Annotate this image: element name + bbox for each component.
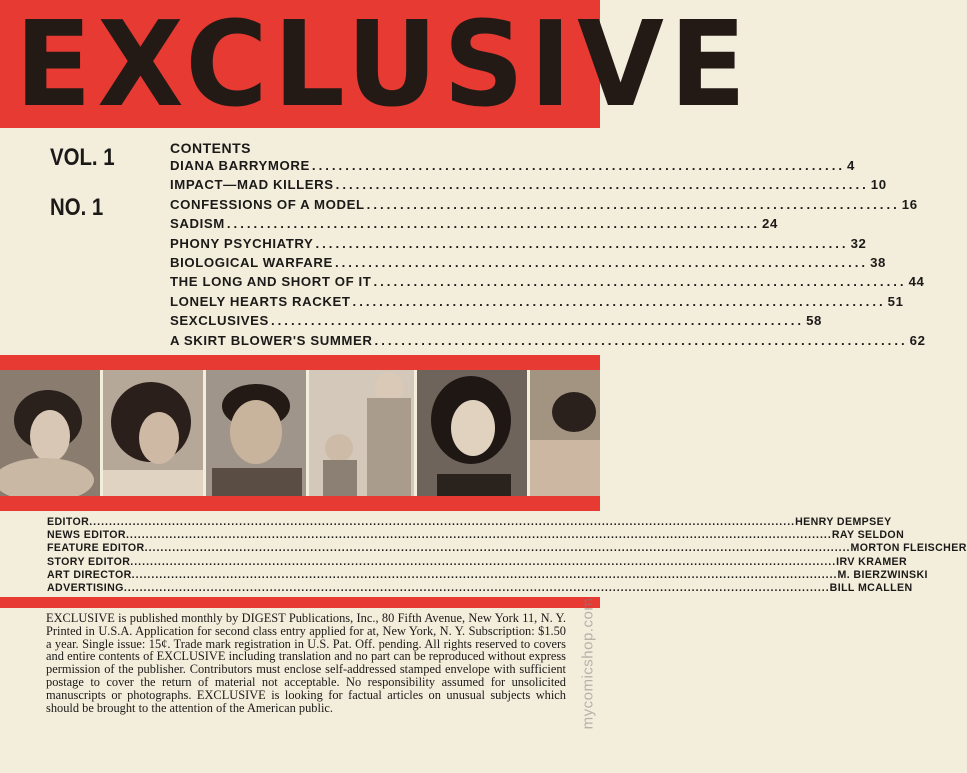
- contents-row: [170, 216, 778, 235]
- contents-row: [170, 332, 926, 352]
- contents-title: A SKIRT BLOWER'S SUMMER: [170, 332, 373, 348]
- contents-row: [170, 177, 887, 196]
- staff-name: BILL MCALLEN: [829, 581, 913, 594]
- staff-row: [47, 542, 967, 555]
- staff-role: FEATURE EDITOR: [47, 542, 145, 555]
- staff-name: MORTON FLEISCHER: [850, 542, 967, 555]
- masthead-staff-list: [47, 516, 967, 595]
- issue-number-label: NO. 1: [50, 194, 104, 221]
- red-band-top: [0, 355, 600, 370]
- photo-woman-crying: [103, 370, 203, 496]
- staff-role: EDITOR: [47, 516, 90, 528]
- contents-heading: CONTENTS: [170, 140, 251, 156]
- publication-notice: EXCLUSIVE is published monthly by DIGEST Publications, Inc., 80 Fifth Avenue, New York 11, N. Y. Printed in U.S.A. Application for second class entry applied for at, New York, N. Y. Subscription: $1.50 a year. Single issue: 15¢. Trade mark registration in U.S. Pat. Off. pending. All rights reserved to covers and entire contents of EXCLUSIVE including translation and no part can be reproduced without express permission of the publisher. Contributors must enclose self-addressed stamped envelope with sufficient postage to cover the return of material not acceptable. No responsibility assumed for unsolicited manuscripts or photographs. EXCLUSIVE is looking for factual articles on unusual subjects which should be brought to the attention of the American public.: [46, 611, 566, 715]
- watermark-text: mycomicshop.com: [579, 597, 597, 730]
- staff-name: HENRY DEMPSEY: [795, 516, 892, 528]
- staff-row: [47, 516, 892, 529]
- magazine-title: EXCLUSIVE: [15, 0, 752, 133]
- staff-row: [47, 555, 908, 569]
- staff-name: M. BIERZWINSKI: [837, 568, 928, 581]
- contents-title: BIOLOGICAL WARFARE: [170, 254, 333, 270]
- red-band-middle: [0, 496, 600, 511]
- photo-struggle-scene: [530, 370, 600, 496]
- contents-page: 58: [806, 313, 822, 329]
- contents-title: IMPACT—MAD KILLERS: [170, 177, 334, 193]
- staff-row: [47, 529, 905, 542]
- photo-boy-and-girl: [309, 370, 414, 496]
- contents-page: 44: [908, 274, 925, 290]
- contents-row: [170, 313, 822, 332]
- contents-title: SADISM: [170, 216, 225, 232]
- contents-title: DIANA BARRYMORE: [170, 158, 310, 173]
- contents-title: THE LONG AND SHORT OF IT: [170, 274, 372, 290]
- contents-title: PHONY PSYCHIATRY: [170, 235, 314, 251]
- photo-woman-dark-hair: [417, 370, 527, 496]
- contents-row: [170, 196, 918, 216]
- staff-row: [47, 568, 928, 582]
- contents-row: [170, 293, 904, 313]
- contents-page: 4: [847, 158, 855, 173]
- contents-page: 32: [850, 235, 867, 251]
- staff-role: ADVERTISING: [47, 581, 124, 594]
- contents-page: 62: [909, 332, 926, 348]
- contents-row: [170, 235, 867, 255]
- staff-role: STORY EDITOR: [47, 555, 131, 568]
- contents-page: 38: [870, 254, 886, 270]
- red-band-bottom: [0, 597, 600, 608]
- contents-page: 16: [901, 196, 918, 212]
- watermark: [578, 560, 596, 770]
- staff-role: NEWS EDITOR: [47, 529, 126, 542]
- masthead: [0, 0, 752, 133]
- contents-title: CONFESSIONS OF A MODEL: [170, 196, 365, 212]
- photo-man-portrait: [206, 370, 306, 496]
- contents-row: [170, 254, 886, 274]
- contents-title: LONELY HEARTS RACKET: [170, 293, 351, 309]
- staff-row: [47, 581, 913, 595]
- contents-page: 10: [870, 177, 887, 193]
- contents-page: 51: [887, 293, 904, 309]
- photo-woman-smiling: [0, 370, 100, 496]
- volume-label: VOL. 1: [50, 144, 115, 171]
- contents-title: SEXCLUSIVES: [170, 313, 269, 329]
- contents-row: [170, 274, 925, 293]
- staff-name: IRV KRAMER: [836, 555, 908, 568]
- staff-name: RAY SELDON: [831, 529, 905, 542]
- table-of-contents: [170, 140, 926, 352]
- staff-role: ART DIRECTOR: [47, 568, 132, 581]
- contents-page: 24: [762, 216, 778, 232]
- contents-row: [170, 158, 855, 177]
- photo-strip: [0, 370, 600, 496]
